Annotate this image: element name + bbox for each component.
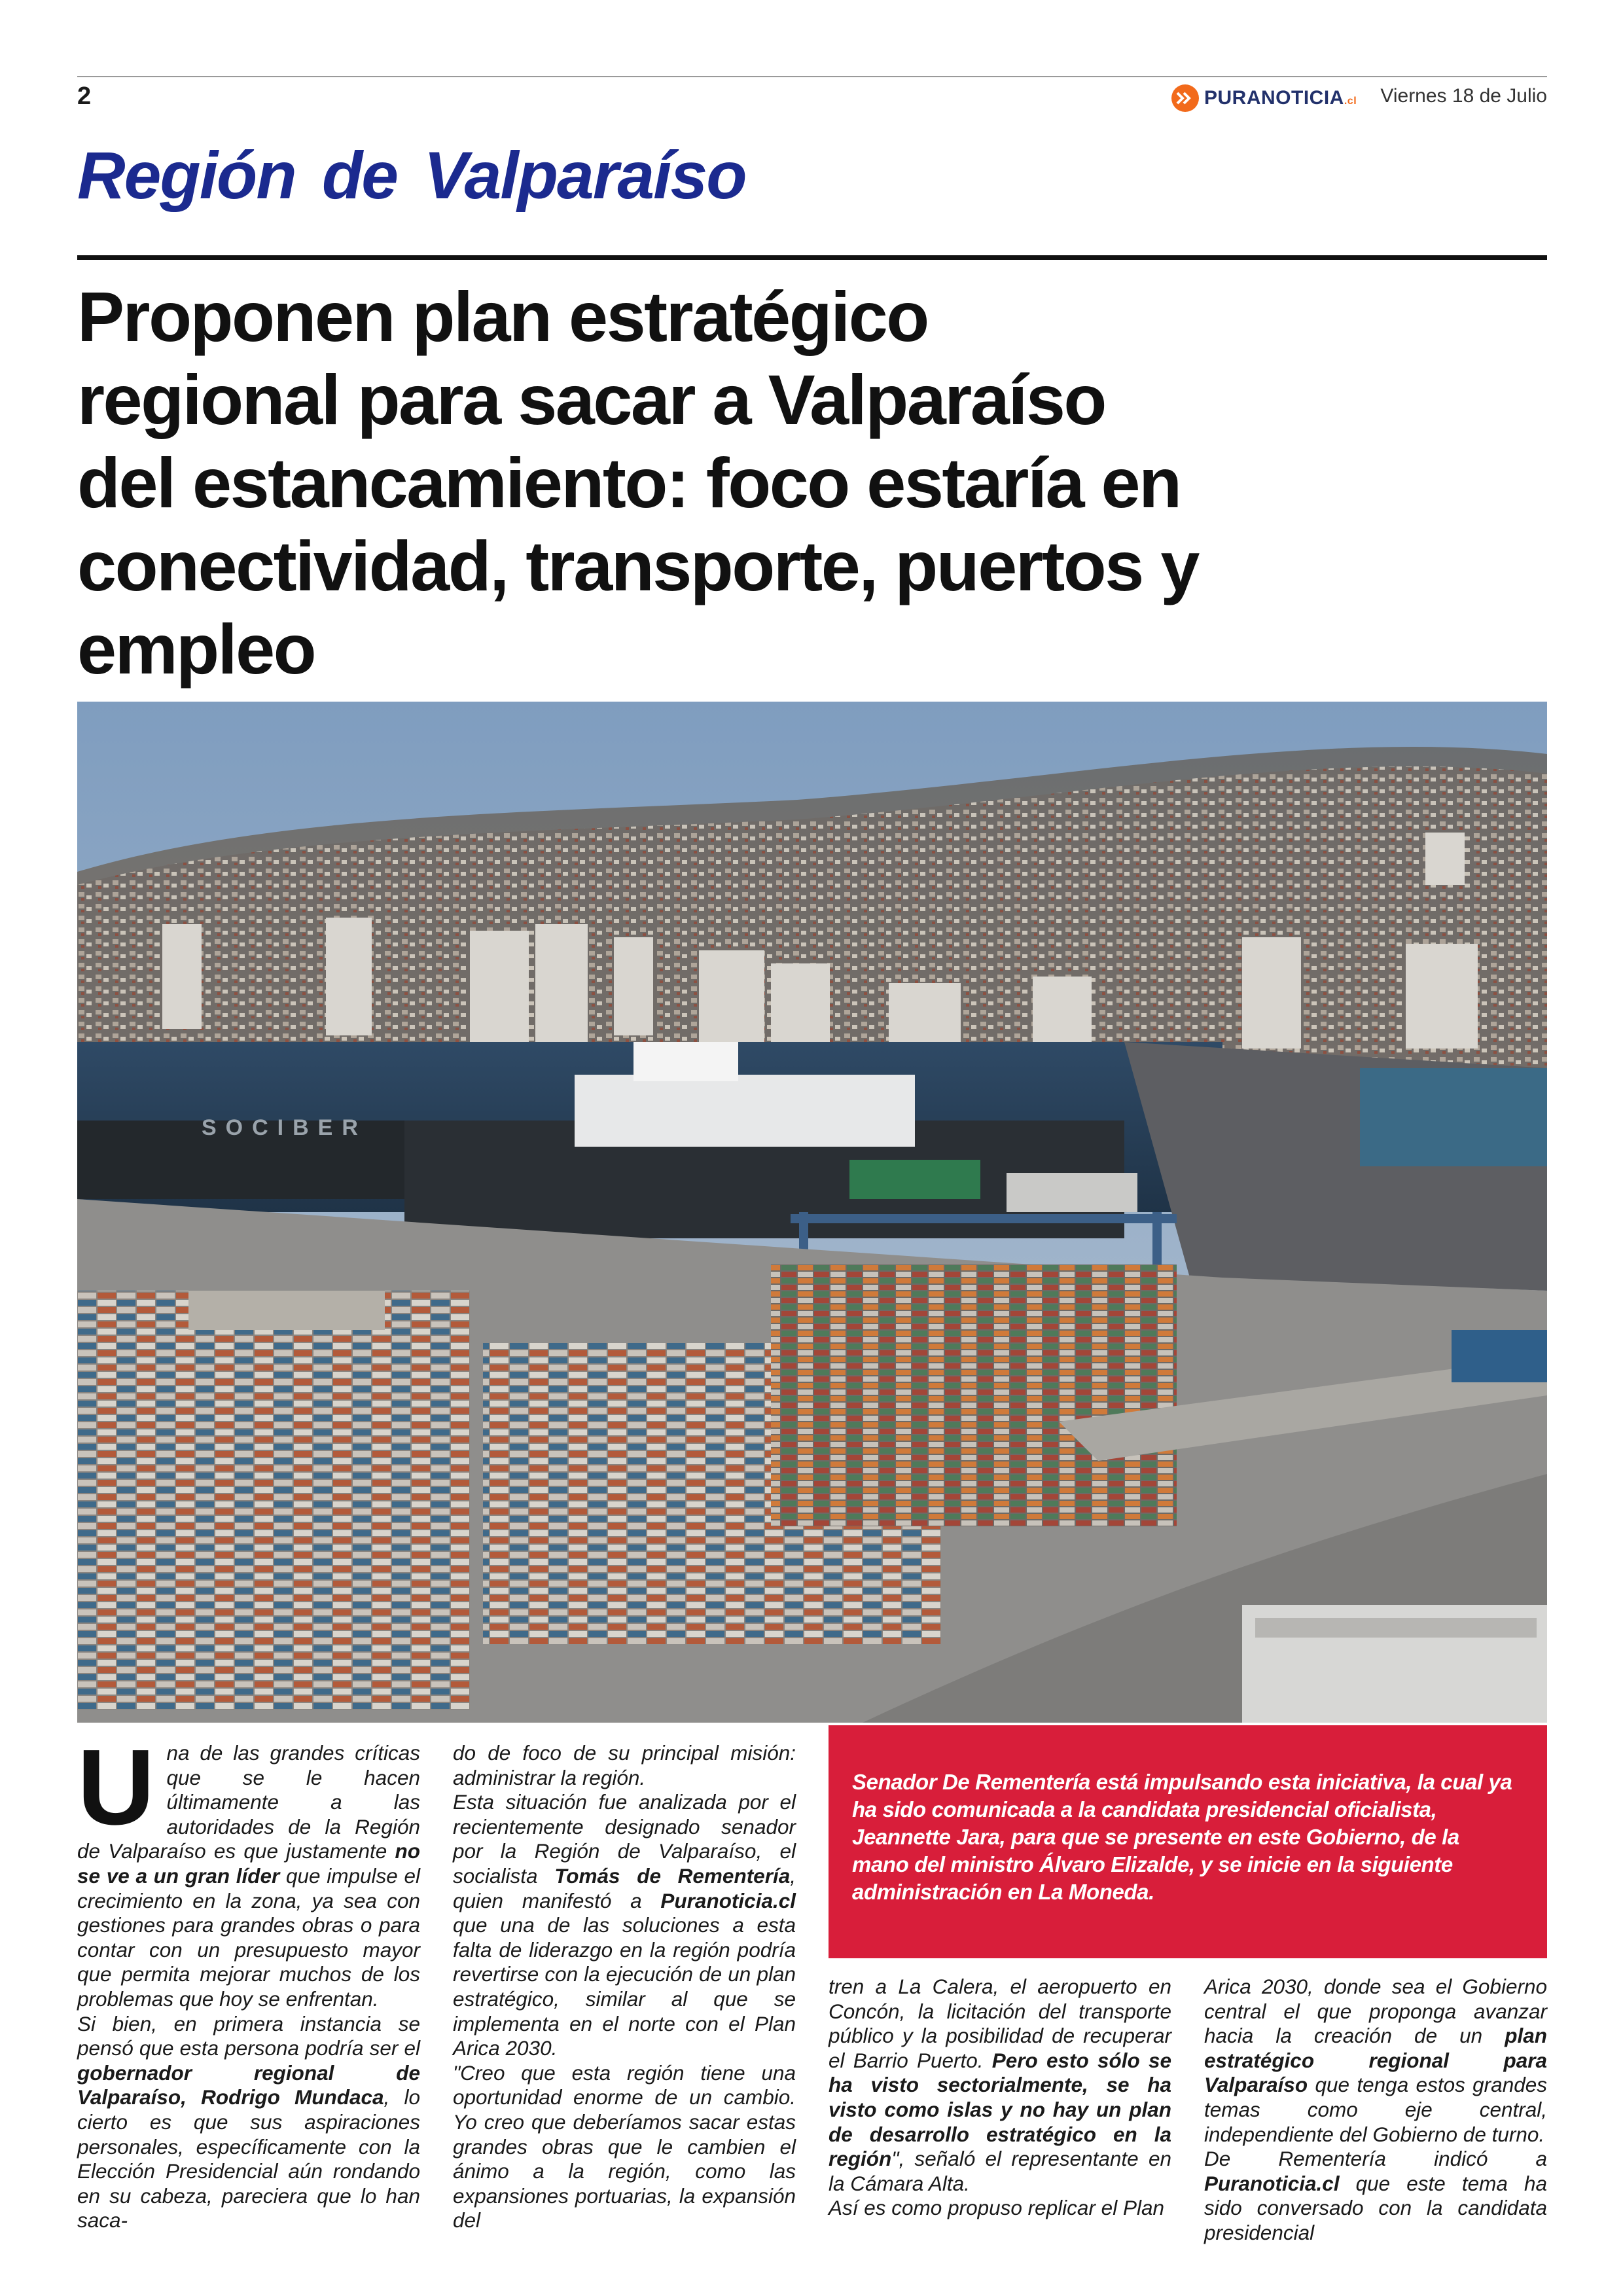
article-column-2 (453, 1741, 796, 2233)
callout-box (829, 1725, 1547, 1958)
paragraph: Si bien, en primera instancia se pensó que esta persona podría ser el gobernador regional de Valparaíso, Rodrigo Mundaca, lo cierto es que sus aspiraciones personales, específicamente con la Elección Presidencial aún rondando en su cabeza, pareciera que lo han saca- (77, 2011, 420, 2233)
callout-text: Senador De Rementería está impulsando esta iniciativa, la cual ya ha sido comunicada a la candidata presidencial oficialista, Jeannette Jara, para que se presente en este Gobierno, de la mano del ministro Álvaro Elizalde, y se inicie en la siguiente administración en La Moneda. (852, 1770, 1512, 1904)
paragraph: "Creo que esta región tiene una oportunidad enorme de un cambio. Yo creo que deberíamos sacar estas grandes obras que le cambien el ánimo a la región, como las expansiones portuarias, la expansión del (453, 2060, 796, 2233)
paragraph: Una de las grandes críticas que se le hacen últimamente a las autoridades de la Región de Valparaíso es que justamente no se ve a un gran líder que impulse el crecimiento en la zona, ya sea con gestiones para grandes obras o para contar con un presupuesto mayor que permita mejorar muchos de los problemas que hoy se enfrentan. (77, 1727, 420, 2011)
header-rule (77, 76, 1547, 77)
headline-line: del estancamiento: foco estaría en (77, 443, 1181, 522)
chevrons-icon (1171, 84, 1199, 112)
headline-rule (77, 255, 1547, 260)
ship-name-label: SOCIBER (202, 1115, 367, 1140)
article-column-3 (829, 1975, 1171, 2221)
page-number: 2 (77, 82, 92, 110)
headline-line: conectividad, transporte, puertos y (77, 526, 1198, 605)
headline-line: regional para sacar a Valparaíso (77, 360, 1105, 439)
headline-line: empleo (77, 609, 315, 689)
paragraph: tren a La Calera, el aeropuerto en Concón, la licitación del transporte público y la posibilidad de recuperar el Barrio Puerto. Pero esto sólo se ha visto sectorialmente, se ha visto como islas y no hay un plan de desarrollo estratégico en la región", señaló el representante en la Cámara Alta. (829, 1975, 1171, 2195)
brand-logo[interactable] (1171, 84, 1357, 113)
brand-name: PURANOTICIA.cl (1204, 87, 1357, 109)
paragraph: Arica 2030, donde sea el Gobierno central el que proponga avanzar hacia la creación de un plan estratégico regional para Valparaíso que tenga estos grandes temas como eje central, independiente del Gobierno de turno. (1204, 1975, 1547, 2146)
section-title: Región de Valparaíso (77, 138, 746, 213)
drop-cap: U (77, 1727, 155, 1847)
headline-line: Proponen plan estratégico (77, 277, 928, 356)
issue-date: Viernes 18 de Julio (1380, 85, 1547, 107)
paragraph: De Rementería indicó a Puranoticia.cl que este tema ha sido conversado con la candidata presidencial (1204, 2147, 1547, 2244)
article-column-1 (77, 1727, 420, 2233)
paragraph: Así es como propuso replicar el Plan (829, 2196, 1164, 2220)
port-photo (77, 702, 1547, 1723)
article-column-4 (1204, 1975, 1547, 2246)
paragraph: Esta situación fue analizada por el recientemente designado senador por la Región de Valparaíso, el socialista Tomás de Rementería, quien manifestó a Puranoticia.cl que una de las soluciones a esta falta de liderazgo en la región podría revertirse con la ejecución de un plan estratégico, similar al que se implementa en el norte con el Plan Arica 2030. (453, 1790, 796, 2060)
paragraph: do de foco de su principal misión: administrar la región. (453, 1741, 796, 1789)
article-headline (77, 275, 1547, 691)
